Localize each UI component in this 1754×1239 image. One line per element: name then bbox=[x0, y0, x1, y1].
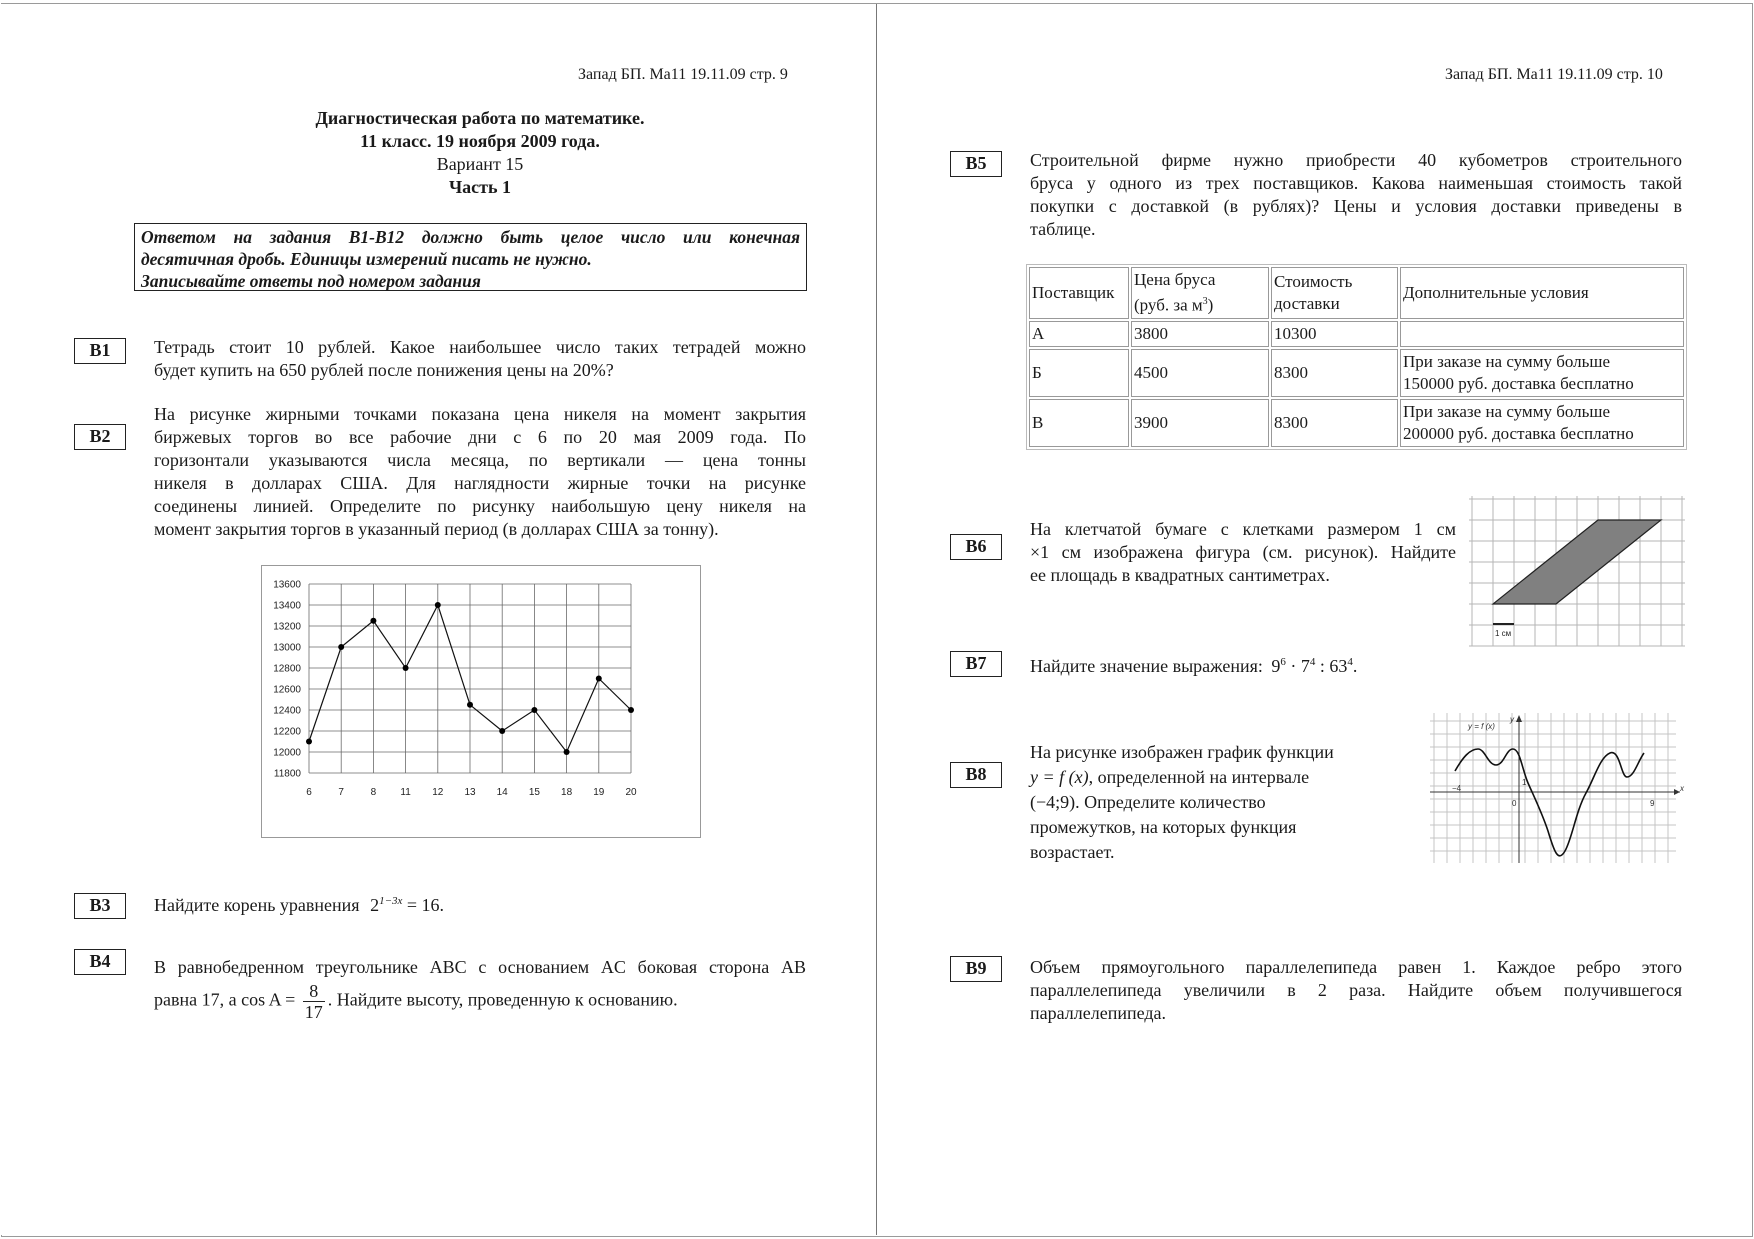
x-tick-label: 7 bbox=[338, 787, 344, 798]
b4-fraction-denominator: 17 bbox=[304, 1002, 323, 1022]
y-tick-label: 13400 bbox=[273, 600, 301, 612]
b1-line-1: Тетрадь стоит 10 рублей. Какое наибольшее число таких тетрадей можно bbox=[154, 337, 806, 357]
instructions-line-3: Записывайте ответы под номером задания bbox=[141, 271, 481, 291]
y-tick-label: 12400 bbox=[273, 705, 301, 717]
function-grid bbox=[1430, 713, 1676, 863]
cell-price: 3800 bbox=[1131, 321, 1269, 347]
data-point bbox=[531, 707, 537, 713]
cell-price: 4500 bbox=[1131, 349, 1269, 397]
header-price-sup: 3 bbox=[1202, 296, 1208, 307]
task-label-b7: B7 bbox=[950, 651, 1002, 677]
data-point bbox=[467, 702, 473, 708]
header-delivery-line-2: доставки bbox=[1274, 293, 1340, 313]
b3-equation bbox=[370, 895, 444, 915]
task-label-b9: B9 bbox=[950, 956, 1002, 982]
data-point bbox=[338, 644, 344, 650]
b8-line-2-end: , определенной на интервале bbox=[1088, 767, 1310, 787]
b7-exp-a: 6 bbox=[1280, 656, 1286, 668]
b4-line-2-start: равна 17, а cos A = bbox=[154, 989, 296, 1010]
y-tick-label: 11800 bbox=[273, 768, 301, 780]
x-tick-label: 18 bbox=[561, 787, 573, 798]
parallelogram-grid-figure bbox=[1469, 496, 1685, 648]
x-tick-label: 12 bbox=[432, 787, 444, 798]
task-b8-text bbox=[1030, 740, 1430, 865]
nickel-price-chart bbox=[261, 565, 701, 838]
data-point bbox=[499, 728, 505, 734]
x-tick-label: 8 bbox=[370, 787, 377, 798]
header-delivery-line-1: Стоимость bbox=[1274, 271, 1353, 291]
y-tick-label: 12200 bbox=[273, 726, 301, 738]
table-row bbox=[1029, 349, 1684, 397]
b7-exp-b: 4 bbox=[1309, 656, 1316, 668]
b7-term-c: 63 bbox=[1329, 656, 1348, 676]
task-label-b4: B4 bbox=[74, 949, 126, 975]
data-point bbox=[370, 618, 376, 624]
b3-exponent: 1−3x bbox=[379, 895, 403, 907]
graph-title: y = f (x) bbox=[1468, 722, 1495, 731]
b2-line-1: На рисунке жирными точками показана цена никеля на момент закрытия bbox=[154, 404, 806, 424]
b5-line-2: бруса у одного из трех поставщиков. Какова наименьшая стоимость такой bbox=[1030, 173, 1682, 193]
b8-line-3-end: . Определите количество bbox=[1075, 792, 1266, 812]
title-line-2: 11 класс. 19 ноября 2009 года. bbox=[360, 131, 600, 151]
data-point bbox=[596, 676, 602, 682]
cell-extra-line-1: При заказе на сумму больше bbox=[1403, 351, 1610, 371]
instructions-box bbox=[134, 223, 807, 291]
task-label-b2: B2 bbox=[74, 424, 126, 450]
header-extra: Дополнительные условия bbox=[1400, 267, 1684, 319]
cell-extra-line-1: При заказе на сумму больше bbox=[1403, 401, 1610, 421]
b6-line-2: ×1 см изображена фигура (см. рисунок). Найдите bbox=[1030, 542, 1456, 562]
b9-line-2: параллелепипеда увеличили в 2 раза. Найдите объем получившегося bbox=[1030, 980, 1682, 1000]
b2-line-2: биржевых торгов во все рабочие дни с 6 по 20 мая 2009 года. По bbox=[154, 427, 806, 447]
b8-line-5: возрастает. bbox=[1030, 842, 1115, 862]
task-b5-text bbox=[1030, 149, 1682, 241]
y-tick-label: 13200 bbox=[273, 621, 301, 633]
unit-label: 1 bbox=[1522, 778, 1527, 787]
b8-line-3 bbox=[1030, 790, 1430, 815]
b9-line-1: Объем прямоугольного параллелепипеда равен 1. Каждое ребро этого bbox=[1030, 957, 1682, 977]
data-point bbox=[628, 707, 634, 713]
x-tick-label: 19 bbox=[593, 787, 605, 798]
b3-base: 2 bbox=[370, 895, 380, 915]
header-supplier: Поставщик bbox=[1029, 267, 1129, 319]
title-line-1: Диагностическая работа по математике. bbox=[315, 108, 645, 128]
b6-line-1: На клетчатой бумаге с клетками размером 1 см bbox=[1030, 519, 1456, 539]
header-price-close: ) bbox=[1207, 295, 1214, 315]
x-axis-label: x bbox=[1680, 784, 1684, 793]
part-title: Часть 1 bbox=[448, 177, 512, 197]
header-price-line-1: Цена бруса bbox=[1134, 270, 1216, 289]
b6-line-3: ее площадь в квадратных сантиметрах. bbox=[1030, 565, 1330, 585]
task-label-b3: B3 bbox=[74, 893, 126, 919]
b8-function: y = f (x) bbox=[1030, 767, 1089, 787]
table-row bbox=[1029, 321, 1684, 347]
b9-line-3: параллелепипеда. bbox=[1030, 1003, 1166, 1023]
task-b7-text bbox=[1030, 651, 1530, 678]
task-label-b1: B1 bbox=[74, 338, 126, 364]
header-price-line-2 bbox=[1134, 291, 1266, 317]
b8-line-2 bbox=[1030, 765, 1430, 790]
b1-line-2: будет купить на 650 рублей после понижения цены на 20%? bbox=[154, 360, 614, 380]
cell-supplier: В bbox=[1029, 399, 1129, 447]
x-tick-label: 6 bbox=[306, 787, 312, 798]
table-header-row bbox=[1029, 267, 1684, 319]
b4-line-1: В равнобедренном треугольнике ABC с основанием AC боковая сторона AB bbox=[154, 957, 806, 977]
b8-interval: (−4;9) bbox=[1030, 792, 1076, 812]
b3-prompt: Найдите корень уравнения bbox=[154, 895, 360, 915]
task-label-b6: B6 bbox=[950, 534, 1002, 560]
task-b2-text bbox=[154, 403, 806, 541]
x-tick-label: 11 bbox=[400, 787, 411, 798]
b7-expression: $9^6 \cdot 7^4$ : $63^4$. bbox=[1271, 656, 1358, 676]
b5-line-4: таблице. bbox=[1030, 219, 1096, 239]
cell-extra-line-2: 200000 руб. доставка бесплатно bbox=[1403, 423, 1634, 443]
y-tick-label: 13000 bbox=[273, 642, 301, 654]
cell-supplier: А bbox=[1029, 321, 1129, 347]
task-b9-text bbox=[1030, 956, 1682, 1025]
y-axis-label: y bbox=[1510, 715, 1514, 724]
scale-label: 1 см bbox=[1495, 629, 1512, 638]
y-tick-label: 12600 bbox=[273, 684, 301, 696]
b2-line-3: горизонтали указываются числа месяца, по вертикали — цена тонны bbox=[154, 450, 806, 470]
cell-delivery: 10300 bbox=[1271, 321, 1398, 347]
task-label-b5: B5 bbox=[950, 151, 1002, 177]
x-min-label: −4 bbox=[1452, 784, 1462, 793]
b2-line-5: соединены линией. Определите по рисунку наибольшую цену никеля на bbox=[154, 496, 806, 516]
y-tick-label: 12000 bbox=[273, 747, 301, 759]
header-price-unit: (руб. за м bbox=[1134, 295, 1203, 315]
x-tick-label: 20 bbox=[625, 787, 637, 798]
b7-term-b: 7 bbox=[1300, 656, 1310, 676]
table-row bbox=[1029, 399, 1684, 447]
cell-supplier: Б bbox=[1029, 349, 1129, 397]
b4-fraction-numerator: 8 bbox=[303, 981, 325, 1002]
data-point bbox=[564, 749, 570, 755]
b4-line-2-end: . Найдите высоту, проведенную к основанию. bbox=[327, 989, 678, 1010]
x-tick-label: 13 bbox=[464, 787, 476, 798]
b7-term-a: 9 bbox=[1271, 656, 1281, 676]
b5-line-1: Строительной фирме нужно приобрести 40 кубометров строительного bbox=[1030, 150, 1682, 170]
right-page-header: Запад БП. Ма11 19.11.09 стр. 10 bbox=[1445, 66, 1663, 83]
b4-line-2 bbox=[154, 981, 806, 1022]
b2-line-6: момент закрытия торгов в указанный период (в долларах США за тонну). bbox=[154, 519, 719, 539]
cell-extra bbox=[1400, 321, 1684, 347]
data-point bbox=[306, 739, 312, 745]
task-b4-text bbox=[154, 956, 806, 1022]
variant: Вариант 15 bbox=[436, 154, 524, 174]
b2-line-4: никеля в долларах США. Для наглядности жирные точки на рисунке bbox=[154, 473, 806, 493]
b8-line-4: промежутков, на которых функция bbox=[1030, 817, 1297, 837]
instructions-line-1: Ответом на задания В1-В12 должно быть целое число или конечная bbox=[141, 227, 800, 247]
instructions-line-2: десятичная дробь. Единицы измерений писать не нужно. bbox=[141, 249, 592, 269]
function-graph bbox=[1430, 713, 1686, 865]
cell-price: 3900 bbox=[1131, 399, 1269, 447]
supplier-table-wrap bbox=[1026, 264, 1687, 450]
b4-fraction bbox=[303, 981, 325, 1022]
origin-label: 0 bbox=[1512, 799, 1517, 808]
cell-delivery: 8300 bbox=[1271, 349, 1398, 397]
task-label-b8: B8 bbox=[950, 762, 1002, 788]
cell-extra bbox=[1400, 349, 1684, 397]
y-tick-label: 12800 bbox=[273, 663, 301, 675]
b5-line-3: покупки с доставкой (в рублях)? Цены и условия доставки приведены в bbox=[1030, 196, 1682, 216]
x-tick-label: 15 bbox=[528, 787, 540, 798]
y-axis-arrow-icon bbox=[1516, 715, 1522, 722]
b8-line-1: На рисунке изображен график функции bbox=[1030, 742, 1334, 762]
b7-prompt: Найдите значение выражения: bbox=[1030, 656, 1263, 676]
data-point bbox=[435, 602, 441, 608]
task-b1-text bbox=[154, 336, 806, 382]
left-page-header: Запад БП. Ма11 19.11.09 стр. 9 bbox=[578, 66, 788, 83]
b3-rhs: = 16. bbox=[406, 895, 445, 915]
cell-extra bbox=[1400, 399, 1684, 447]
x-max-label: 9 bbox=[1650, 799, 1655, 808]
data-point bbox=[403, 665, 409, 671]
cell-delivery: 8300 bbox=[1271, 399, 1398, 447]
supplier-table bbox=[1026, 264, 1687, 450]
b7-exp-c: 4 bbox=[1347, 656, 1353, 668]
task-b6-text bbox=[1030, 518, 1456, 587]
cell-extra-line-2: 150000 руб. доставка бесплатно bbox=[1403, 373, 1634, 393]
header-delivery bbox=[1271, 267, 1398, 319]
x-tick-label: 14 bbox=[496, 787, 508, 798]
header-price bbox=[1131, 267, 1269, 319]
y-tick-label: 13600 bbox=[273, 579, 301, 591]
task-b3-text bbox=[154, 890, 774, 917]
